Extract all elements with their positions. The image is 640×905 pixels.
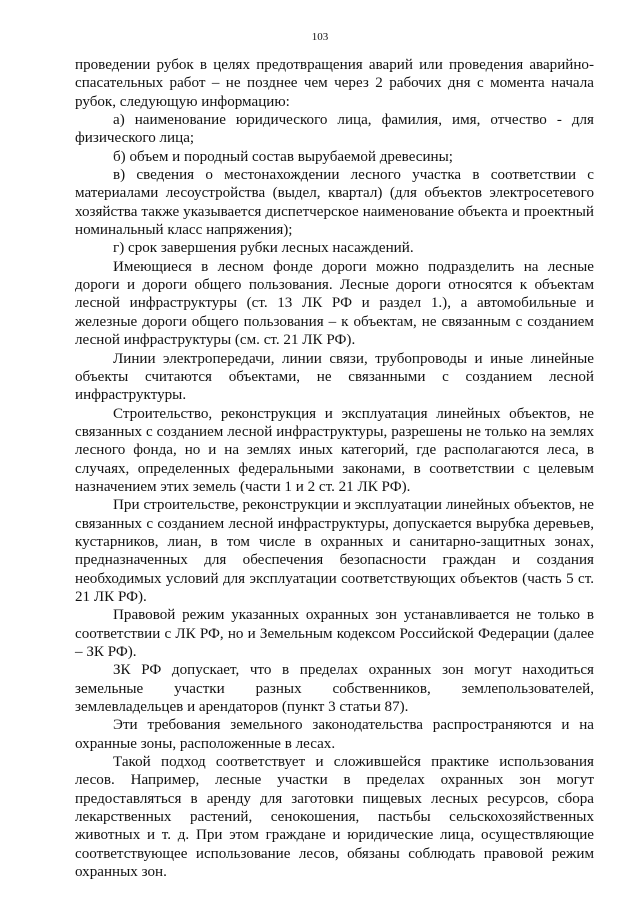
paragraph-13: Такой подход соответствует и сложившейся практике использования лесов. Например, лесные участки в пределах охранных зон могут предоставляться в аренду для заготовки пищевых лесных ресурсов, сбора лекарственных растений, сенокошения, пастьбы сельскохозяйственных животных и т. д. При этом граждане и юридические лица, осуществляющие соответствующее использование лесов, обязаны соблюдать правовой режим охранных зон. <box>75 754 594 881</box>
paragraph-5: г) срок завершения рубки лесных насаждений. <box>113 240 414 257</box>
paragraph-9: При строительстве, реконструкции и эксплуатации линейных объектов, не связанных с созданием лесной инфраструктуры, допускается вырубка деревьев, кустарников, лиан, в том числе в охранных и санитарно-защитных зонах, предназначенных для обеспечения безопасности граждан и создания необходимых условий для эксплуатации соответствующих объектов (часть 5 ст. 21 ЛК РФ). <box>75 497 594 605</box>
paragraph-6: Имеющиеся в лесном фонде дороги можно подразделить на лесные дороги и дороги общего пользования. Лесные дороги относятся к объектам лесной инфраструктуры (ст. 13 ЛК РФ и раздел 1.), а автомобильные и железные дороги общего пользования – к объектам, не связанным с созданием лесной инфраструктуры (см. ст. 21 ЛК РФ). <box>75 258 594 349</box>
paragraph-7: Линии электропередачи, линии связи, трубопроводы и иные линейные объекты считаются объектами, не связанными с созданием лесной инфраструктуры. <box>75 350 594 404</box>
paragraph-11: ЗК РФ допускает, что в пределах охранных зон могут находиться земельные участки разных собственников, землепользователей, землевладельцев и арендаторов (пункт 3 статьи 87). <box>75 662 594 716</box>
page-number: 103 <box>311 31 329 43</box>
body-text <box>75 56 594 881</box>
paragraph-3: б) объем и породный состав вырубаемой древесины; <box>113 148 453 165</box>
paragraph-10: Правовой режим указанных охранных зон устанавливается не только в соответствии с ЛК РФ, но и Земельным кодексом Российской Федерации (далее – ЗК РФ). <box>75 607 594 660</box>
paragraph-8: Строительство, реконструкция и эксплуатация линейных объектов, не связанных с созданием лесной инфраструктуры, разрешены не только на землях лесного фонда, но и на землях иных категорий, где располагаются леса, в случаях, определенных федеральными законами, в соответствии с целевым назначением этих земель (части 1 и 2 ст. 21 ЛК РФ). <box>75 405 594 495</box>
paragraph-1: проведении рубок в целях предотвращения аварий или проведения аварийно-спасательных работ – не позднее чем через 2 рабочих дня с момента начала рубок, следующую информацию: <box>75 57 594 110</box>
paragraph-12: Эти требования земельного законодательства распространяются и на охранные зоны, расположенные в лесах. <box>75 717 594 752</box>
paragraph-2: а) наименование юридического лица, фамилия, имя, отчество - для физического лица; <box>75 112 594 147</box>
paragraph-4: в) сведения о местонахождении лесного участка в соответствии с материалами лесоустройства (выдел, квартал) (для объектов электросетевого хозяйства также указывается диспетчерское наименование объекта и проектный номинальный класс напряжения); <box>75 167 594 239</box>
